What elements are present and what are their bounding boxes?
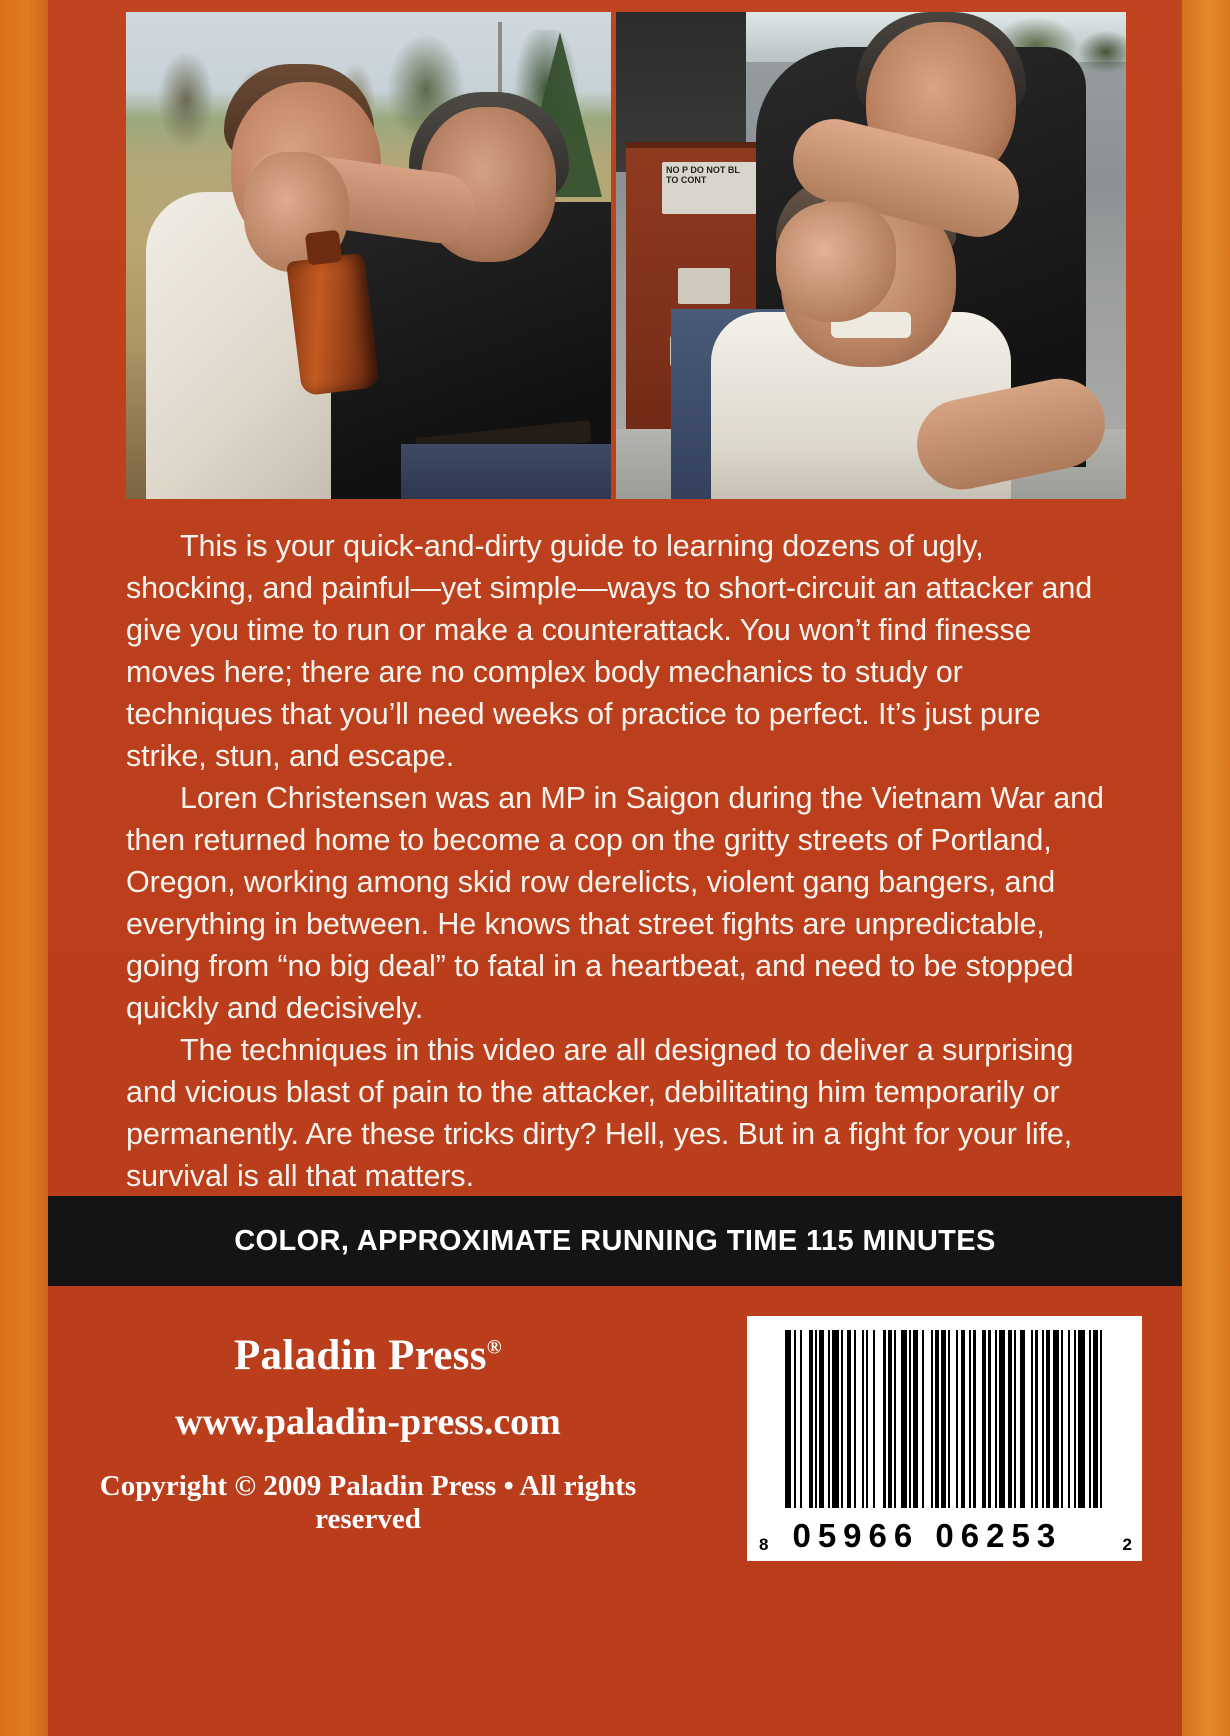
- barcode-trailing-digit: 2: [1122, 1535, 1132, 1554]
- barcode-digits: [747, 1517, 1142, 1555]
- publisher-website[interactable]: www.paladin-press.com: [175, 1401, 561, 1443]
- barcode: [747, 1316, 1142, 1561]
- photo-bottle-choke: [126, 12, 611, 499]
- publisher-block: [48, 1331, 688, 1536]
- registered-mark: ®: [486, 1336, 503, 1359]
- instructor-hand: [776, 202, 896, 322]
- copyright-notice: Copyright © 2009 Paladin Press • All rights reserved: [99, 1470, 637, 1535]
- running-time-band: [48, 1196, 1182, 1286]
- barcode-main-digits: 05966 06253: [792, 1517, 1063, 1554]
- publisher-name: [48, 1331, 688, 1380]
- paragraph-2: Loren Christensen was an MP in Saigon during the Vietnam War and then returned home to become a cop on the gritty streets of Portland, Oregon, working among skid row derelicts, violent gang bangers, and everything in between. He knows that street fights are unpredictable, going from “no big deal” to fatal in a heartbeat, and need to be stopped quickly and decisively.: [126, 781, 1104, 1025]
- dumpster-label-2: [678, 268, 730, 304]
- paragraph-1: This is your quick-and-dirty guide to learning dozens of ugly, shocking, and painful—yet simple—ways to short-circuit an attacker and give you time to run or make a counterattack. You won’t find finesse moves here; there are no complex body mechanics to study or techniques that you’ll need weeks of practice to perfect. It’s just pure strike, stun, and escape.: [126, 529, 1093, 773]
- description-text: [126, 525, 1106, 1197]
- dumpster-sign: NO P DO NOT BL TO CONT: [662, 162, 758, 214]
- publisher-name-text: Paladin Press: [233, 1332, 487, 1379]
- footer: [48, 1286, 1182, 1736]
- barcode-lead-digit: 8: [759, 1535, 769, 1554]
- photo-strip: [126, 12, 1126, 499]
- barcode-bars: [785, 1330, 1108, 1508]
- beer-bottle: [286, 253, 380, 396]
- paragraph-3: The techniques in this video are all designed to deliver a surprising and vicious blast of pain to the attacker, debilitating him temporarily or permanently. Are these tricks dirty? Hell, yes. But in a fight for your life, survival is all that matters.: [126, 1033, 1074, 1193]
- running-time-label: COLOR, APPROXIMATE RUNNING TIME 115 MINUTES: [234, 1224, 996, 1257]
- photo-eye-gouge: [616, 12, 1126, 499]
- instructor-jeans: [401, 444, 611, 499]
